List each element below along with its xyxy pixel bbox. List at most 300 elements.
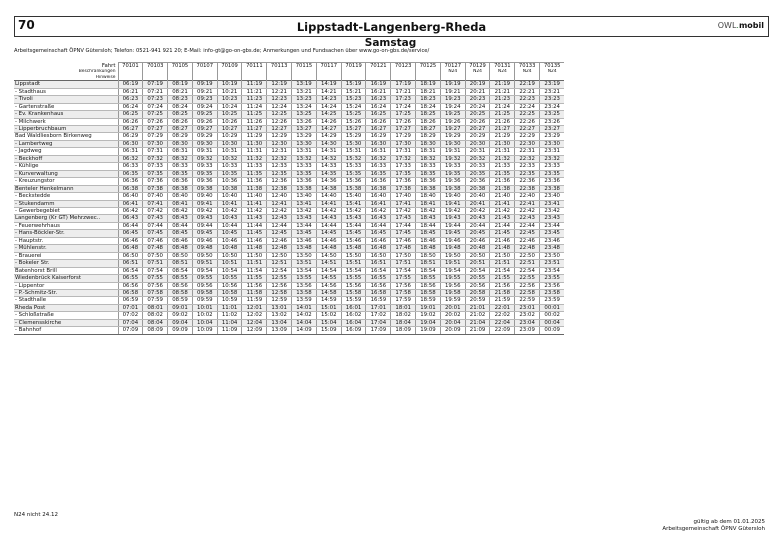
departure-time: 14:55: [316, 275, 341, 282]
departure-time: 07:04: [118, 319, 143, 326]
departure-time: 16:24: [366, 103, 391, 110]
stop-name: Rheda Post: [14, 304, 118, 311]
departure-time: 12:32: [267, 155, 292, 162]
departure-time: 06:27: [118, 125, 143, 132]
departure-time: 20:30: [465, 140, 490, 147]
departure-time: 23:29: [540, 133, 565, 140]
departure-time: 21:04: [465, 319, 490, 326]
departure-time: 13:01: [267, 304, 292, 311]
departure-time: 15:19: [341, 81, 366, 88]
departure-time: 08:44: [168, 222, 193, 229]
departure-time: 18:58: [416, 289, 441, 296]
departure-time: 22:02: [490, 312, 515, 319]
departure-time: 09:25: [192, 111, 217, 118]
departure-time: 15:38: [341, 185, 366, 192]
stop-name: - Bahnhof: [14, 327, 118, 334]
departure-time: 16:04: [341, 319, 366, 326]
departure-time: 11:04: [217, 319, 242, 326]
departure-time: 09:31: [192, 148, 217, 155]
departure-time: 07:02: [118, 312, 143, 319]
departure-time: 20:56: [465, 282, 490, 289]
departure-time: 16:21: [366, 88, 391, 95]
departure-time: 13:43: [292, 215, 317, 222]
departure-time: 19:26: [440, 118, 465, 125]
departure-time: 23:41: [540, 200, 565, 207]
departure-time: 19:02: [416, 312, 441, 319]
departure-time: 17:51: [391, 260, 416, 267]
departure-time: 12:26: [267, 118, 292, 125]
timetable-row: [14, 222, 564, 229]
departure-time: 13:54: [292, 267, 317, 274]
departure-time: 18:36: [416, 178, 441, 185]
departure-time: 17:32: [391, 155, 416, 162]
departure-time: 20:36: [465, 178, 490, 185]
departure-time: 23:38: [540, 185, 565, 192]
departure-time: 07:38: [143, 185, 168, 192]
departure-time: 23:36: [540, 178, 565, 185]
publisher: Arbeitsgemeinschaft ÖPNV Gütersloh: [662, 526, 765, 532]
departure-time: 09:55: [192, 275, 217, 282]
departure-time: 20:21: [465, 88, 490, 95]
departure-time: 00:02: [540, 312, 565, 319]
departure-time: 15:26: [341, 118, 366, 125]
departure-time: 07:56: [143, 282, 168, 289]
departure-time: 20:46: [465, 237, 490, 244]
departure-time: 11:31: [242, 148, 267, 155]
departure-time: 11:55: [242, 275, 267, 282]
departure-time: 23:40: [540, 193, 565, 200]
departure-time: 17:42: [391, 207, 416, 214]
departure-time: 08:02: [143, 312, 168, 319]
departure-time: 21:51: [490, 260, 515, 267]
departure-time: 14:42: [316, 207, 341, 214]
departure-time: 20:23: [465, 96, 490, 103]
departure-time: 18:24: [416, 103, 441, 110]
departure-time: 06:36: [118, 178, 143, 185]
departure-time: 21:59: [490, 297, 515, 304]
departure-time: 22:56: [515, 282, 540, 289]
departure-time: 10:25: [217, 111, 242, 118]
departure-time: 22:32: [515, 155, 540, 162]
departure-time: 19:58: [440, 289, 465, 296]
departure-time: 15:56: [341, 282, 366, 289]
departure-time: 11:21: [242, 88, 267, 95]
departure-time: 15:02: [316, 312, 341, 319]
departure-time: 15:31: [341, 148, 366, 155]
departure-time: 10:43: [217, 215, 242, 222]
departure-time: 10:58: [217, 289, 242, 296]
departure-time: 12:54: [267, 267, 292, 274]
departure-time: 13:59: [292, 297, 317, 304]
stop-name: - Gartenstraße: [14, 103, 118, 110]
departure-time: 17:46: [391, 237, 416, 244]
departure-time: 17:56: [391, 282, 416, 289]
departure-time: 16:09: [341, 327, 366, 334]
departure-time: 12:36: [267, 178, 292, 185]
departure-time: 23:01: [515, 304, 540, 311]
departure-time: 20:32: [465, 155, 490, 162]
departure-time: 10:44: [217, 222, 242, 229]
departure-time: 09:26: [192, 118, 217, 125]
departure-time: 08:38: [168, 185, 193, 192]
departure-time: 16:38: [366, 185, 391, 192]
departure-time: 19:50: [440, 252, 465, 259]
departure-time: 21:24: [490, 103, 515, 110]
departure-time: 10:19: [217, 81, 242, 88]
departure-time: 10:40: [217, 193, 242, 200]
departure-time: 19:56: [440, 282, 465, 289]
departure-time: 23:19: [540, 81, 565, 88]
departure-time: 19:31: [440, 148, 465, 155]
departure-time: 11:35: [242, 170, 267, 177]
departure-time: 17:09: [366, 327, 391, 334]
restriction-cell: N24: [490, 69, 515, 74]
departure-time: 09:38: [192, 185, 217, 192]
departure-time: 20:54: [465, 267, 490, 274]
departure-time: 11:45: [242, 230, 267, 237]
departure-time: 17:25: [391, 111, 416, 118]
departure-time: 23:09: [515, 327, 540, 334]
departure-time: 14:21: [316, 88, 341, 95]
departure-time: 17:45: [391, 230, 416, 237]
departure-time: 20:42: [465, 207, 490, 214]
trip-number: 70107: [192, 63, 217, 70]
departure-time: 10:26: [217, 118, 242, 125]
departure-time: 08:51: [168, 260, 193, 267]
stop-name: - Schloßstraße: [14, 312, 118, 319]
departure-time: 07:01: [118, 304, 143, 311]
departure-time: 16:30: [366, 140, 391, 147]
departure-time: 13:04: [267, 319, 292, 326]
trip-label: Fahrt: [101, 62, 116, 69]
departure-time: 11:48: [242, 245, 267, 252]
trip-number: 70109: [217, 63, 242, 70]
trip-number: 70117: [316, 63, 341, 70]
timetable-row: [14, 200, 564, 207]
departure-time: 17:24: [391, 103, 416, 110]
departure-time: 11:26: [242, 118, 267, 125]
departure-time: 18:55: [416, 275, 441, 282]
stop-name: - P.-Schmitz-Str.: [14, 289, 118, 296]
departure-time: 07:43: [143, 215, 168, 222]
departure-time: 06:50: [118, 252, 143, 259]
departure-time: 08:04: [143, 319, 168, 326]
departure-time: 11:59: [242, 297, 267, 304]
departure-time: 18:50: [416, 252, 441, 259]
departure-time: 18:01: [391, 304, 416, 311]
timetable-row: [14, 178, 564, 185]
departure-time: 18:33: [416, 163, 441, 170]
departure-time: 14:44: [316, 222, 341, 229]
departure-time: 14:25: [316, 111, 341, 118]
departure-time: 17:21: [391, 88, 416, 95]
departure-time: 09:09: [168, 327, 193, 334]
departure-time: 19:51: [440, 260, 465, 267]
timetable-row: [14, 275, 564, 282]
departure-time: 19:30: [440, 140, 465, 147]
trip-number: 70123: [391, 63, 416, 70]
departure-time: 11:24: [242, 103, 267, 110]
departure-time: 08:27: [168, 125, 193, 132]
departure-time: 09:29: [192, 133, 217, 140]
departure-time: 13:26: [292, 118, 317, 125]
departure-time: 18:02: [391, 312, 416, 319]
departure-time: 15:43: [341, 215, 366, 222]
departure-time: 13:30: [292, 140, 317, 147]
departure-time: 19:44: [440, 222, 465, 229]
departure-time: 22:59: [515, 297, 540, 304]
trip-number: 70113: [267, 63, 292, 70]
departure-time: 22:41: [515, 200, 540, 207]
timetable-row: [14, 155, 564, 162]
departure-time: 09:56: [192, 282, 217, 289]
departure-time: 13:19: [292, 81, 317, 88]
departure-time: 20:38: [465, 185, 490, 192]
departure-time: 17:54: [391, 267, 416, 274]
departure-time: 22:58: [515, 289, 540, 296]
departure-time: 22:44: [515, 222, 540, 229]
departure-time: 08:42: [168, 207, 193, 214]
departure-time: 19:38: [440, 185, 465, 192]
departure-time: 18:31: [416, 148, 441, 155]
departure-time: 22:55: [515, 275, 540, 282]
departure-time: 12:44: [267, 222, 292, 229]
departure-time: 22:46: [515, 237, 540, 244]
departure-time: 12:58: [267, 289, 292, 296]
departure-time: 13:58: [292, 289, 317, 296]
departure-time: 07:46: [143, 237, 168, 244]
departure-time: 09:30: [192, 140, 217, 147]
departure-time: 16:02: [341, 312, 366, 319]
departure-time: 18:41: [416, 200, 441, 207]
trip-number: 70105: [168, 63, 193, 70]
stop-name: - Stukendamm: [14, 200, 118, 207]
timetable-row: [14, 304, 564, 311]
departure-time: 16:41: [366, 200, 391, 207]
departure-time: 09:02: [168, 312, 193, 319]
departure-time: 06:58: [118, 289, 143, 296]
timetable-row: [14, 88, 564, 95]
departure-time: 21:02: [465, 312, 490, 319]
departure-time: 07:25: [143, 111, 168, 118]
valid-from: gültig ab dem 01.01.2025: [693, 519, 765, 525]
departure-time: 21:30: [490, 140, 515, 147]
stop-name: - Lambertweg: [14, 140, 118, 147]
departure-time: 17:26: [391, 118, 416, 125]
departure-time: 18:26: [416, 118, 441, 125]
departure-time: 22:09: [490, 327, 515, 334]
departure-time: 23:33: [540, 163, 565, 170]
stop-name: - Kurverwaltung: [14, 170, 118, 177]
departure-time: 15:45: [341, 230, 366, 237]
departure-time: 23:23: [540, 96, 565, 103]
stop-name: - Milchwerk: [14, 118, 118, 125]
departure-time: 15:32: [341, 155, 366, 162]
departure-time: 18:40: [416, 193, 441, 200]
departure-time: 20:27: [465, 125, 490, 132]
departure-time: 21:58: [490, 289, 515, 296]
departure-time: 18:30: [416, 140, 441, 147]
departure-time: 20:50: [465, 252, 490, 259]
departure-time: 17:38: [391, 185, 416, 192]
departure-time: 10:27: [217, 125, 242, 132]
departure-time: 23:35: [540, 170, 565, 177]
departure-time: 12:51: [267, 260, 292, 267]
departure-time: 11:33: [242, 163, 267, 170]
departure-time: 00:09: [540, 327, 565, 334]
departure-time: 14:56: [316, 282, 341, 289]
departure-time: 06:29: [118, 133, 143, 140]
departure-time: 20:55: [465, 275, 490, 282]
departure-time: 19:29: [440, 133, 465, 140]
departure-time: 13:42: [292, 207, 317, 214]
departure-time: 13:56: [292, 282, 317, 289]
departure-time: 08:26: [168, 118, 193, 125]
departure-time: 21:54: [490, 267, 515, 274]
departure-time: 21:21: [490, 88, 515, 95]
departure-time: 10:54: [217, 267, 242, 274]
departure-time: 06:23: [118, 96, 143, 103]
departure-time: 11:44: [242, 222, 267, 229]
stop-name: Bad Waldliesborn Birkenweg: [14, 133, 118, 140]
departure-time: 14:23: [316, 96, 341, 103]
departure-time: 07:55: [143, 275, 168, 282]
departure-time: 21:19: [490, 81, 515, 88]
departure-time: 10:56: [217, 282, 242, 289]
departure-time: 09:51: [192, 260, 217, 267]
departure-time: 08:56: [168, 282, 193, 289]
departure-time: 08:50: [168, 252, 193, 259]
departure-time: 18:35: [416, 170, 441, 177]
trip-number: 70133: [515, 63, 540, 70]
departure-time: 15:59: [341, 297, 366, 304]
departure-time: 16:33: [366, 163, 391, 170]
departure-time: 11:38: [242, 185, 267, 192]
restr-label: Beschränkungen: [78, 69, 116, 75]
departure-time: 16:19: [366, 81, 391, 88]
departure-time: 15:35: [341, 170, 366, 177]
departure-time: 22:01: [490, 304, 515, 311]
departure-time: 06:42: [118, 207, 143, 214]
timetable-row: [14, 245, 564, 252]
owl-mobil-logo: OWL.mobil: [717, 21, 764, 30]
departure-time: 21:33: [490, 163, 515, 170]
stop-name: Lippstadt: [14, 81, 118, 88]
timetable-row: [14, 312, 564, 319]
departure-time: 14:02: [292, 312, 317, 319]
departure-time: 13:23: [292, 96, 317, 103]
departure-time: 19:59: [440, 297, 465, 304]
departure-time: 16:56: [366, 282, 391, 289]
departure-time: 14:04: [292, 319, 317, 326]
departure-time: 14:09: [292, 327, 317, 334]
departure-time: 08:55: [168, 275, 193, 282]
departure-time: 18:38: [416, 185, 441, 192]
departure-time: 22:21: [515, 88, 540, 95]
departure-time: 16:26: [366, 118, 391, 125]
departure-time: 13:25: [292, 111, 317, 118]
departure-time: 22:45: [515, 230, 540, 237]
departure-time: 07:31: [143, 148, 168, 155]
departure-time: 16:54: [366, 267, 391, 274]
departure-time: 10:02: [192, 312, 217, 319]
trip-number: 70129: [465, 63, 490, 70]
departure-time: 22:38: [515, 185, 540, 192]
departure-time: 23:46: [540, 237, 565, 244]
timetable-row: [14, 297, 564, 304]
stop-name: - Tivoli: [14, 96, 118, 103]
departure-time: 19:04: [416, 319, 441, 326]
departure-time: 10:48: [217, 245, 242, 252]
departure-time: 23:48: [540, 245, 565, 252]
departure-time: 11:56: [242, 282, 267, 289]
departure-time: 15:41: [341, 200, 366, 207]
departure-time: 09:48: [192, 245, 217, 252]
departure-time: 06:41: [118, 200, 143, 207]
departure-time: 08:09: [143, 327, 168, 334]
departure-time: 08:35: [168, 170, 193, 177]
departure-time: 15:23: [341, 96, 366, 103]
departure-time: 09:46: [192, 237, 217, 244]
departure-time: 13:27: [292, 125, 317, 132]
departure-time: 10:45: [217, 230, 242, 237]
departure-time: 19:48: [440, 245, 465, 252]
departure-time: 14:26: [316, 118, 341, 125]
departure-time: 08:30: [168, 140, 193, 147]
stop-name: - Jagdweg: [14, 148, 118, 155]
departure-time: 12:41: [267, 200, 292, 207]
departure-time: 10:59: [217, 297, 242, 304]
departure-time: 18:43: [416, 215, 441, 222]
departure-time: 06:21: [118, 88, 143, 95]
restriction-cell: N24: [440, 69, 465, 74]
timetable-row: [14, 148, 564, 155]
departure-time: 13:50: [292, 252, 317, 259]
departure-time: 21:27: [490, 125, 515, 132]
departure-time: 14:38: [316, 185, 341, 192]
departure-time: 07:54: [143, 267, 168, 274]
departure-time: 22:26: [515, 118, 540, 125]
departure-time: 12:27: [267, 125, 292, 132]
departure-time: 09:44: [192, 222, 217, 229]
departure-time: 10:09: [192, 327, 217, 334]
departure-time: 20:45: [465, 230, 490, 237]
departure-time: 08:31: [168, 148, 193, 155]
departure-time: 12:33: [267, 163, 292, 170]
departure-time: 08:21: [168, 88, 193, 95]
departure-time: 06:44: [118, 222, 143, 229]
departure-time: 18:59: [416, 297, 441, 304]
trip-number: 70111: [242, 63, 267, 70]
departure-time: 21:43: [490, 215, 515, 222]
departure-time: 13:09: [267, 327, 292, 334]
trip-number: 70127: [440, 63, 465, 70]
departure-time: 09:58: [192, 289, 217, 296]
departure-time: 16:35: [366, 170, 391, 177]
departure-time: 13:33: [292, 163, 317, 170]
stop-name: - Mühlenstr.: [14, 245, 118, 252]
departure-time: 17:59: [391, 297, 416, 304]
departure-time: 13:24: [292, 103, 317, 110]
departure-time: 13:38: [292, 185, 317, 192]
departure-time: 15:54: [341, 267, 366, 274]
departure-time: 12:48: [267, 245, 292, 252]
departure-time: 12:04: [242, 319, 267, 326]
trip-number: 70135: [540, 63, 565, 70]
departure-time: 16:23: [366, 96, 391, 103]
departure-time: 18:48: [416, 245, 441, 252]
departure-time: 14:33: [316, 163, 341, 170]
